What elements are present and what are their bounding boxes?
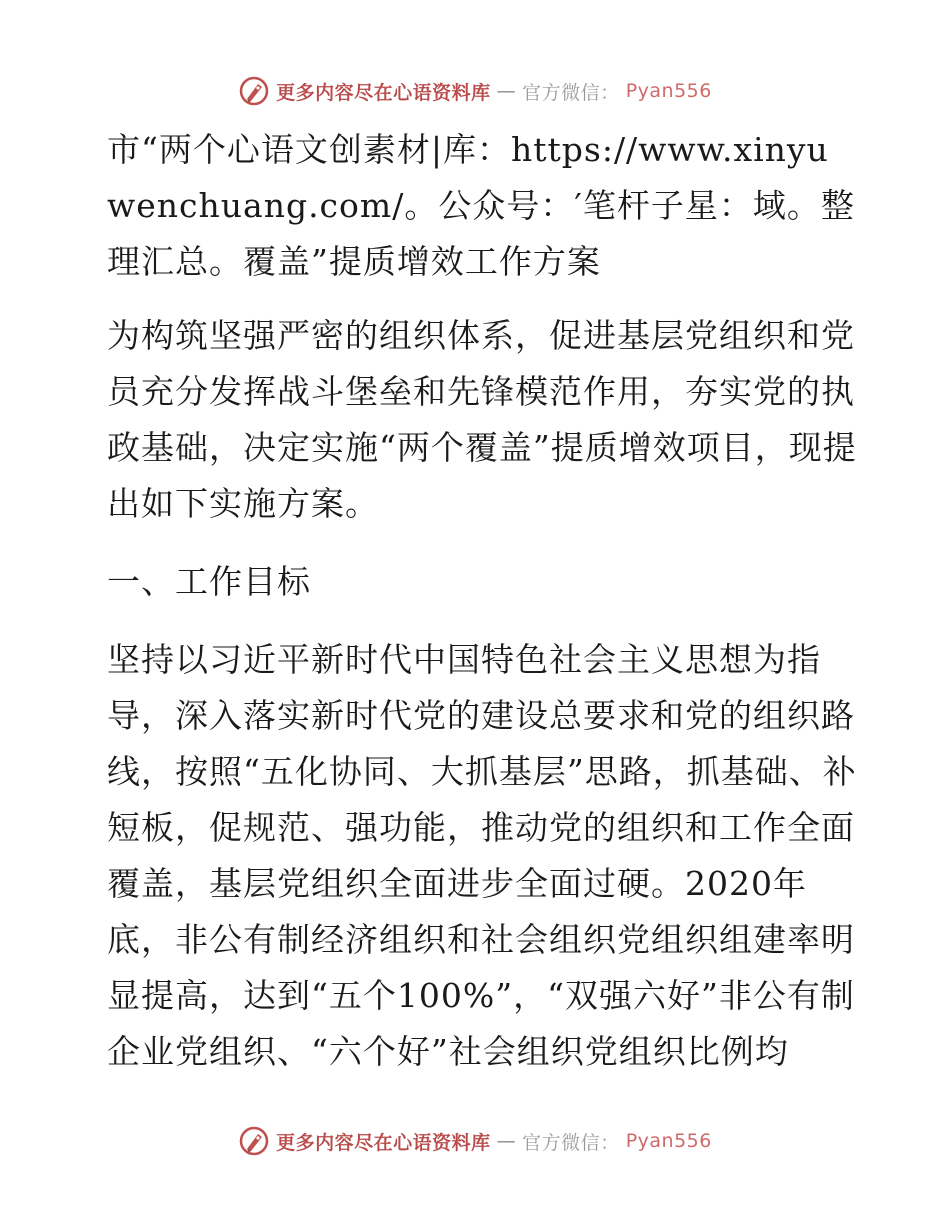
watermark-separator: — xyxy=(496,80,517,102)
watermark-wechat-id: Pyan556 xyxy=(625,80,712,102)
watermark-label: 官方微信： xyxy=(522,1131,620,1154)
intro-paragraph: 为构筑坚强严密的组织体系，促进基层党组织和党员充分发挥战斗堡垒和先锋模范作用，夯实党的执政基础，决定实施“两个覆盖”提质增效项目，现提出如下实施方案。 xyxy=(107,316,857,523)
footer-watermark xyxy=(0,1124,950,1158)
section-heading: 一、工作目标 xyxy=(107,562,311,601)
header-watermark xyxy=(0,74,950,108)
watermark-label: 官方微信： xyxy=(522,81,620,104)
watermark-text: 更多内容尽在心语资料库 xyxy=(276,81,491,104)
watermark-wechat-id: Pyan556 xyxy=(625,1130,712,1152)
watermark-text: 更多内容尽在心语资料库 xyxy=(276,1131,491,1154)
document-body xyxy=(97,122,857,1080)
pen-nib-circle-icon xyxy=(238,1125,270,1157)
watermark-separator: — xyxy=(496,1130,517,1152)
document-title: 市“两个心语文创素材|库：https://www.xinyuwenchuang.com/。公众号：′笔杆子星：域。整理汇总。覆盖”提质增效工作方案 xyxy=(107,130,855,281)
body-paragraph: 坚持以习近平新时代中国特色社会主义思想为指导，深入落实新时代党的建设总要求和党的组织路线，按照“五化协同、大抓基层”思路，抓基础、补短板，促规范、强功能，推动党的组织和工作全面覆盖，基层党组织全面进步全面过硬。2020年底，非公有制经济组织和社会组织党组织组建率明显提高，达到“五个100%”，“双强六好”非公有制企业党组织、“六个好”社会组织党组织比例均 xyxy=(107,640,857,1071)
pen-nib-circle-icon xyxy=(238,75,270,107)
